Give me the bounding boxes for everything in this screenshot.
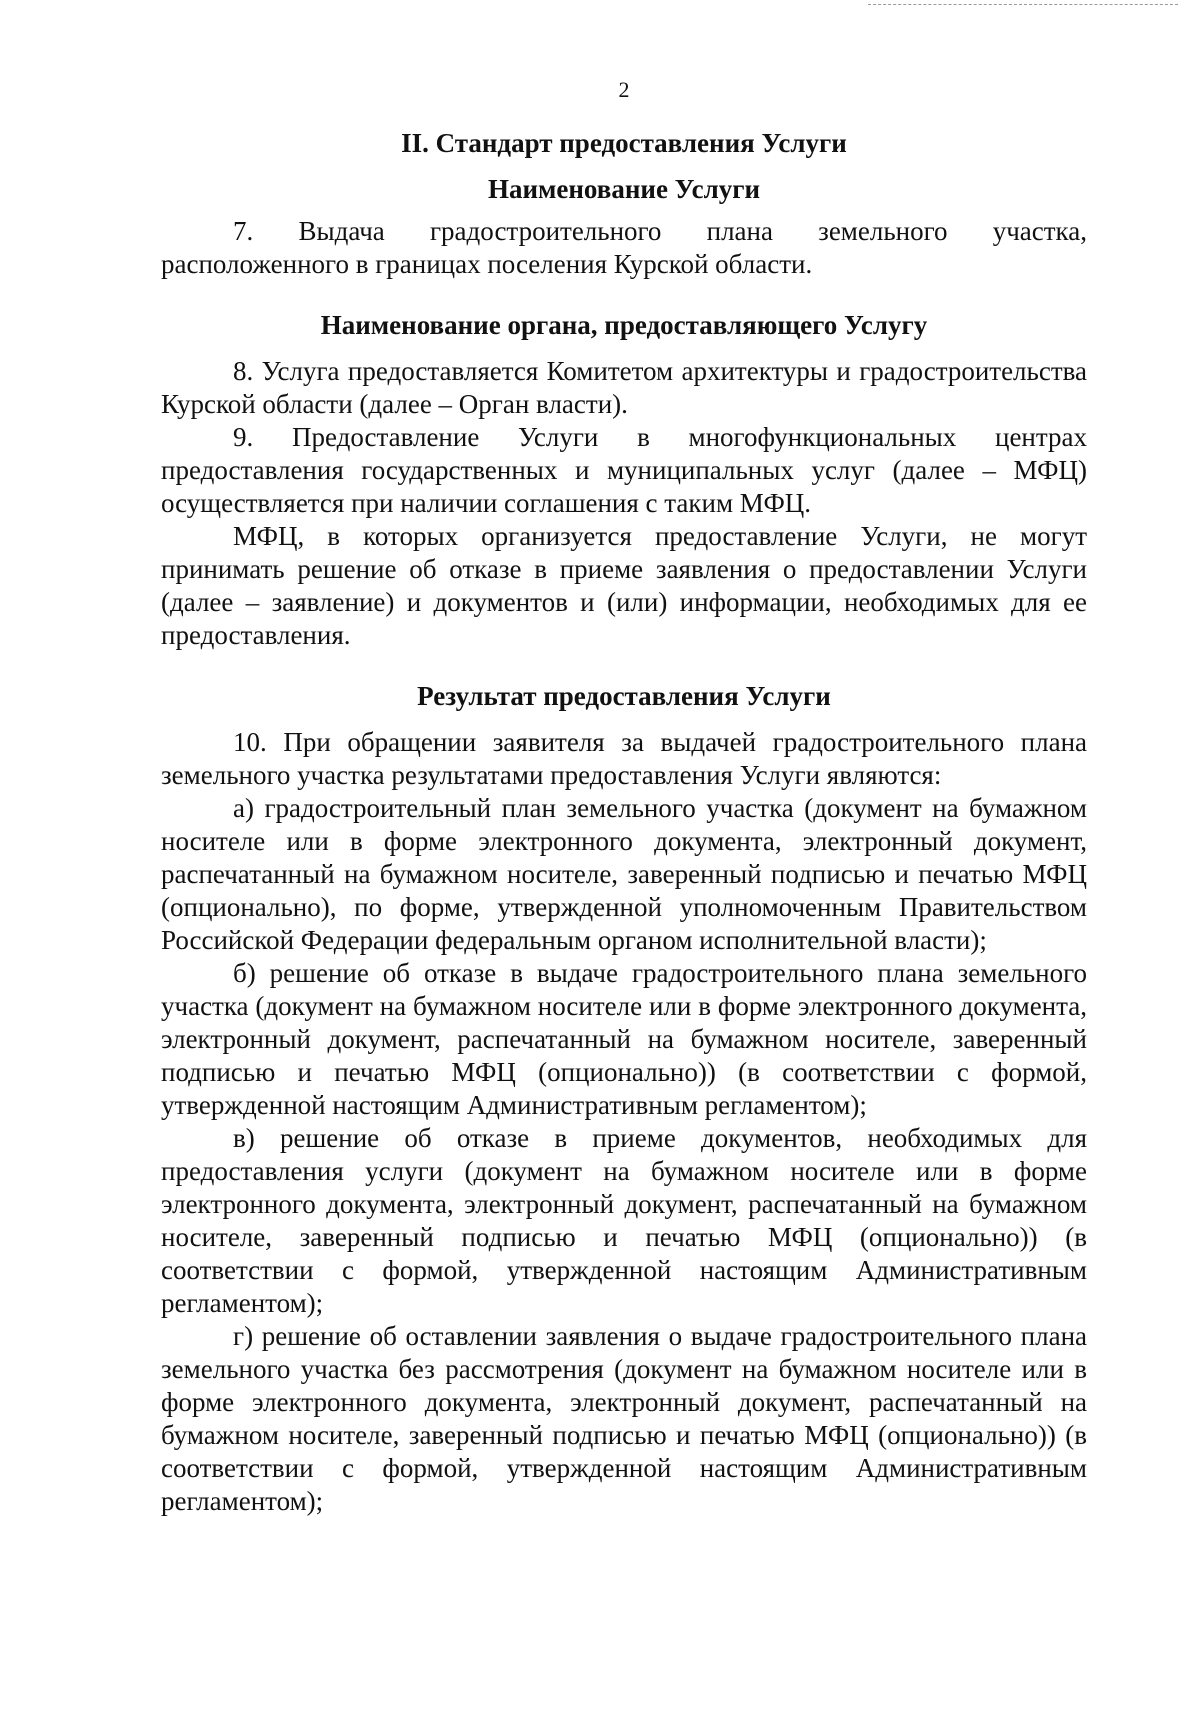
paragraph-10: 10. При обращении заявителя за выдачей градостроительного плана земельного участка результатами предоставления Услуги являются: [161, 727, 1087, 790]
list-item-g: г) решение об оставлении заявления о выдаче градостроительного плана земельного участка без рассмотрения (документ на бумажном носителе или в форме электронного документа, электронный документ, распечатанный на бумажном носителе, заверенный подписью и печатью МФЦ (опционально)) (в соответствии с формой, утвержденной настоящим Административным регламентом); [161, 1321, 1087, 1516]
scan-artifact-line [868, 4, 1178, 5]
list-item-b: б) решение об отказе в выдаче градостроительного плана земельного участка (документ на бумажном носителе или в форме электронного документа, электронный документ, распечатанный на бумажном носителе, заверенный подписью и печатью МФЦ (опционально)) (в соответствии с формой, утвержденной настоящим Административным регламентом); [161, 958, 1087, 1120]
page-number: 2 [618, 77, 630, 102]
paragraph-7: 7. Выдача градостроительного плана земельного участка, расположенного в границах поселения Курской области. [161, 216, 1087, 279]
heading-authority: Наименование органа, предоставляющего Услугу [320, 310, 928, 340]
list-item-v: в) решение об отказе в приеме документов, необходимых для предоставления услуги (документ на бумажном носителе или в форме электронного документа, электронный документ, распечатанный на бумажном носителе, заверенный подписью и печатью МФЦ (опционально)) (в соответствии с формой, утвержденной настоящим Административным регламентом); [161, 1123, 1087, 1318]
paragraph-9-mfc: МФЦ, в которых организуется предоставление Услуги, не могут принимать решение об отказе в приеме заявления о предоставлении Услуги (далее – заявление) и документов и (или) информации, необходимых для ее предоставления. [161, 521, 1087, 650]
document-page [161, 76, 1087, 1518]
list-item-a: а) градостроительный план земельного участка (документ на бумажном носителе или в форме электронного документа, электронный документ, распечатанный на бумажном носителе, заверенный подписью и печатью МФЦ (опционально), по форме, утвержденной уполномоченным Правительством Российской Федерации федеральным органом исполнительной власти); [161, 793, 1087, 955]
heading-service-name: Наименование Услуги [487, 174, 761, 204]
heading-result: Результат предоставления Услуги [417, 681, 831, 711]
paragraph-9: 9. Предоставление Услуги в многофункциональных центрах предоставления государственных и муниципальных услуг (далее – МФЦ) осуществляется при наличии соглашения с таким МФЦ. [161, 422, 1087, 518]
section-title: II. Стандарт предоставления Услуги [401, 128, 847, 158]
paragraph-8: 8. Услуга предоставляется Комитетом архитектуры и градостроительства Курской области (далее – Орган власти). [161, 356, 1087, 419]
